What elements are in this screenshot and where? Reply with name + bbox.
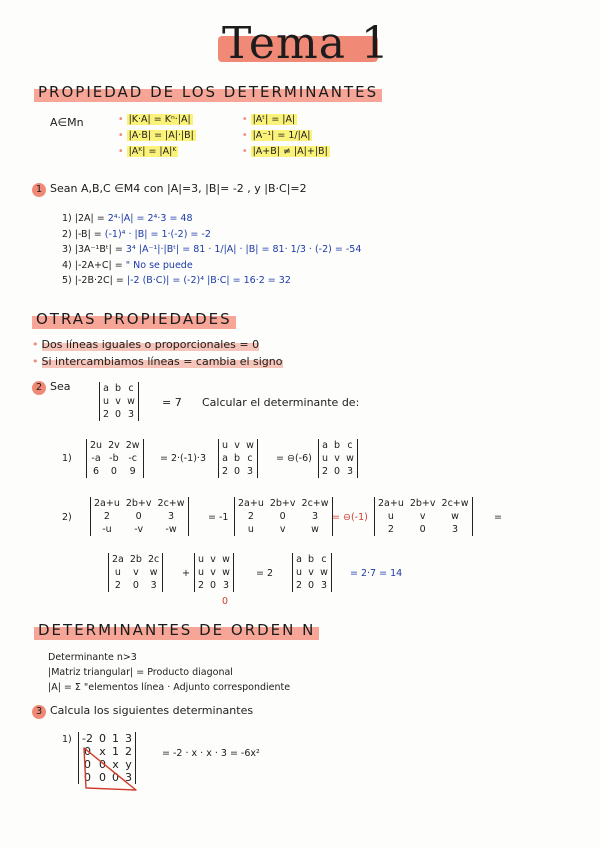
matrix-cell: v [308,567,314,578]
property-item: |Aᵗ| = |A| [252,114,296,125]
matrix-cell: 0 [115,409,122,420]
matrix-cell: 3 [124,771,132,784]
part-2-factor: = -1 [208,512,229,523]
other-properties-list: • Dos líneas iguales o proporcionales = 0 • Si intercambiamos líneas = cambia el signo [32,338,283,368]
matrix-cell: a [103,383,109,394]
matrix-cell: -v [134,524,144,535]
exercise-3-text: Calcula los siguientes determinantes [50,704,254,717]
matrix-cell: 2 [322,466,329,477]
part-1-result: = ⊖(-6) [276,453,312,464]
note-line: Determinante n>3 [48,652,137,663]
matrix-cell: w [246,440,254,451]
answer-label: 1) |2A| = [62,213,105,224]
property-item: |K·A| = Kⁿ·|A| [128,114,191,125]
exercise-number-badge: 2 [32,381,46,395]
matrix-cell: c [321,554,327,565]
matrix-cell: y [125,758,132,771]
matrix-cell: u [296,567,303,578]
answer-value: (-1)⁴ · |B| = 1·(-2) = -2 [104,228,211,240]
matrix-cell: 0 [308,580,315,591]
matrix-row [87,439,143,452]
matrix-row [293,553,331,566]
matrix-cell: 2 [198,580,205,591]
matrix-cell: 3 [124,732,132,745]
matrix-part2-a [90,497,189,536]
calculate-instruction: Calcular el determinante de: [202,396,360,409]
matrix-cell: w [222,554,230,565]
matrix-row [100,382,138,395]
part-1-label: 1) [62,453,72,464]
sea-label: Sea [50,380,71,393]
matrix-cell: b [115,383,122,394]
part-2-label: 2) [62,512,72,523]
section-heading-other-properties: OTRAS PROPIEDADES [32,309,236,329]
note-line: |A| = Σ "elementos línea · Adjunto correspondiente [48,682,291,693]
matrix-cell: 2 [124,745,132,758]
matrix-cell: 1 [111,732,119,745]
matrix-cell: 2 [114,580,121,591]
matrix-cell: 0 [83,745,91,758]
matrix-row [235,497,332,510]
exercise-3-result: = -2 · x · x · 3 = -6x² [162,748,260,759]
answer-value: |-2 (B·C)| = (-2)⁴ |B·C| = 16·2 = 32 [126,275,291,286]
matrix-cell: u [198,567,205,578]
properties-left: • |K·A| = Kⁿ·|A| • |A·B| = |A|·|B| • |Aᴷ| = |A|ᴷ [118,114,194,157]
matrix-cell: 6 [93,466,100,477]
matrix-cell: u [222,440,229,451]
matrix-cell: w [222,567,230,578]
plus-sign: + [182,568,190,579]
matrix-cell: 3 [346,466,353,477]
matrix-cell: 2b+v [409,498,436,509]
matrix-cell: v [133,567,139,578]
section-heading-order-n: DETERMINANTES DE ORDEN N [34,620,319,640]
matrix-row [109,566,162,579]
section-heading-properties: PROPIEDAD DE LOS DETERMINANTES [34,82,382,102]
matrix-cell: v [279,524,286,535]
matrix-row [293,566,331,579]
matrix-cell: 0 [98,732,106,745]
matrix-cell: a [296,554,302,565]
matrix-part2-f [292,553,332,592]
matrix-row [219,452,257,465]
matrix-row [219,465,257,478]
matrix-cell: 3 [312,511,319,522]
matrix-cell: w [346,453,354,464]
property-item: |A+B| ≠ |A|+|B| [252,146,328,157]
matrix-row [91,497,188,510]
matrix-cell: 0 [111,771,119,784]
matrix-cell: 0 [334,466,341,477]
matrix-row [100,408,138,421]
matrix-cell: -w [165,524,177,535]
triangle-annotation [78,742,158,794]
matrix-cell: a [222,453,228,464]
matrix-cell: 0 [110,466,117,477]
matrix-row [293,579,331,592]
matrix-cell: 2a+u [94,498,120,509]
matrix-cell: -a [91,453,101,464]
matrix-cell: 2u [90,440,103,451]
exercise-number-badge: 3 [32,705,46,719]
exercise-1-answers [62,211,361,289]
matrix-cell: b [334,440,341,451]
order-n-notes [48,650,290,695]
other-property-item: Dos líneas iguales o proporcionales = 0 [41,338,260,351]
matrix-row [375,523,472,536]
answer-value: 3⁴ |A⁻¹|·|Bᵗ| = 81 · 1/|A| · |B| = 81· 1/3 · (-2) = -54 [125,244,362,255]
matrix-cell: -2 [82,732,93,745]
matrix-part1-b [218,439,258,478]
matrix-cell: 2 [247,511,254,522]
matrix-row [319,465,357,478]
matrix-part2-e [194,553,234,592]
matrix-cell: v [210,554,216,565]
matrix-cell: w [149,567,158,578]
exercise-2-heading [32,380,71,395]
matrix-cell: 3 [127,409,134,420]
matrix-cell: x [112,758,119,771]
matrix-cell: 0 [135,511,142,522]
matrix-cell: 0 [83,758,91,771]
matrix-cell: 3 [222,580,229,591]
answer-value: " No se puede [125,259,193,271]
matrix-cell: 9 [129,466,136,477]
exercise-1-statement [32,182,307,197]
matrix-row [195,579,233,592]
matrix-cell: 2b+v [125,498,152,509]
matrix-cell: 0 [83,771,91,784]
matrix-cell: 0 [98,758,106,771]
matrix-row [319,439,357,452]
matrix-row [375,497,472,510]
matrix-row [87,465,143,478]
matrix-cell: 0 [98,771,106,784]
part-2-equals: = [494,512,502,523]
matrix-given [99,382,139,421]
other-property-item: Si intercambiamos líneas = cambia el signo [41,355,283,368]
matrix-row [219,439,257,452]
matrix-row [100,395,138,408]
part-2-sign: = ⊖(-1) [332,512,368,523]
matrix-part2-d [108,553,163,592]
matrix-row [319,452,357,465]
matrix-cell: 2 [222,466,229,477]
matrix-cell: 2a+u [378,498,404,509]
matrix-cell: 2b+v [269,498,296,509]
matrix-cell: 1 [111,745,119,758]
property-item: |A⁻¹| = 1/|A| [252,130,311,141]
matrix-cell: v [334,453,340,464]
matrix-cell: 2a+u [238,498,264,509]
matrix-cell: u [103,396,110,407]
matrix-row [87,452,143,465]
exercise-number-badge: 1 [32,183,46,197]
matrix-row [195,566,233,579]
matrix-cell: a [322,440,328,451]
matrix-cell: w [127,396,135,407]
matrix-cell: 0 [279,511,286,522]
matrix-cell: 3 [246,466,253,477]
matrix-cell: v [115,396,121,407]
matrix-cell: u [198,554,205,565]
matrix-part1-c [318,439,358,478]
matrix-cell: 3 [168,511,175,522]
matrix-cell: u [114,567,121,578]
matrix-cell: 0 [210,580,217,591]
matrix-cell: 2c [147,554,160,565]
part-2-coefficient: = 2 [256,568,274,579]
matrix-cell: 0 [419,524,426,535]
matrix-cell: -u [102,524,112,535]
matrix-cell: -b [109,453,119,464]
matrix-cell: u [387,511,394,522]
matrix-row [109,553,162,566]
matrix-cell: 2 [103,511,110,522]
matrix-set-label: A∈Mn [50,116,84,129]
matrix-cell: v [234,440,240,451]
matrix-cell: 2c+w [441,498,469,509]
matrix-cell: 2c+w [157,498,185,509]
matrix-cell: u [322,453,329,464]
properties-right: • |Aᵗ| = |A| • |A⁻¹| = 1/|A| • |A+B| ≠ |A|+|B| [242,114,328,157]
matrix-cell: b [308,554,315,565]
matrix-cell: u [247,524,254,535]
matrix-cell: w [451,511,459,522]
matrix-cell: b [234,453,241,464]
matrix-row [195,553,233,566]
matrix-cell: v [419,511,426,522]
matrix-row [235,510,332,523]
property-item: |A·B| = |A|·|B| [128,130,194,141]
answer-label: 5) |-2B·2C| = [62,275,124,286]
matrix-cell: w [320,567,328,578]
given-value: = 7 [162,396,182,409]
matrix-cell: 2w [125,440,140,451]
part-2-final-result: = 2·7 = 14 [350,568,403,579]
matrix-cell: 2v [108,440,120,451]
matrix-row [109,579,162,592]
matrix-cell: w [311,524,319,535]
matrix-part1-a [86,439,144,478]
title-text: Tema 1 [222,18,390,69]
matrix-cell: 0 [234,466,241,477]
answer-label: 3) |3A⁻¹Bᵗ| = [62,244,123,255]
property-item: |Aᴷ| = |A|ᴷ [128,146,177,157]
matrix-part2-c [374,497,473,536]
matrix-cell: c [347,440,353,451]
matrix-row [375,510,472,523]
matrix-row [91,523,188,536]
exercise-3-statement [32,704,253,719]
matrix-cell: c [247,453,253,464]
note-line: |Matriz triangular| = Producto diagonal [48,667,233,678]
zero-annotation: 0 [222,596,229,607]
matrix-cell: -c [128,453,137,464]
matrix-cell: 3 [150,580,157,591]
answer-label: 2) |-B| = [62,228,102,240]
part-1-factor: = 2·(-1)·3 [160,453,206,464]
matrix-cell: 3 [452,524,459,535]
matrix-cell: c [128,383,134,394]
matrix-cell: 2 [296,580,303,591]
matrix-cell: 2b [129,554,142,565]
answer-value: 2⁴·|A| = 2⁴·3 = 48 [107,213,193,224]
answer-label: 4) |-2A+C| = [62,259,123,271]
page-title [218,16,390,72]
matrix-cell: 2 [103,409,110,420]
matrix-cell: x [99,745,106,758]
matrix-cell: 2a [112,554,124,565]
matrix-cell: 2 [387,524,394,535]
exercise-3-label: 1) [62,734,72,745]
matrix-row [91,510,188,523]
matrix-cell: v [210,567,216,578]
matrix-cell: 3 [320,580,327,591]
matrix-cell: 2c+w [301,498,329,509]
exercise-1-text: Sean A,B,C ∈M4 con |A|=3, |B|= -2 , y |B·C|=2 [50,182,307,195]
matrix-part2-b [234,497,333,536]
matrix-cell: 0 [132,580,139,591]
matrix-row [235,523,332,536]
